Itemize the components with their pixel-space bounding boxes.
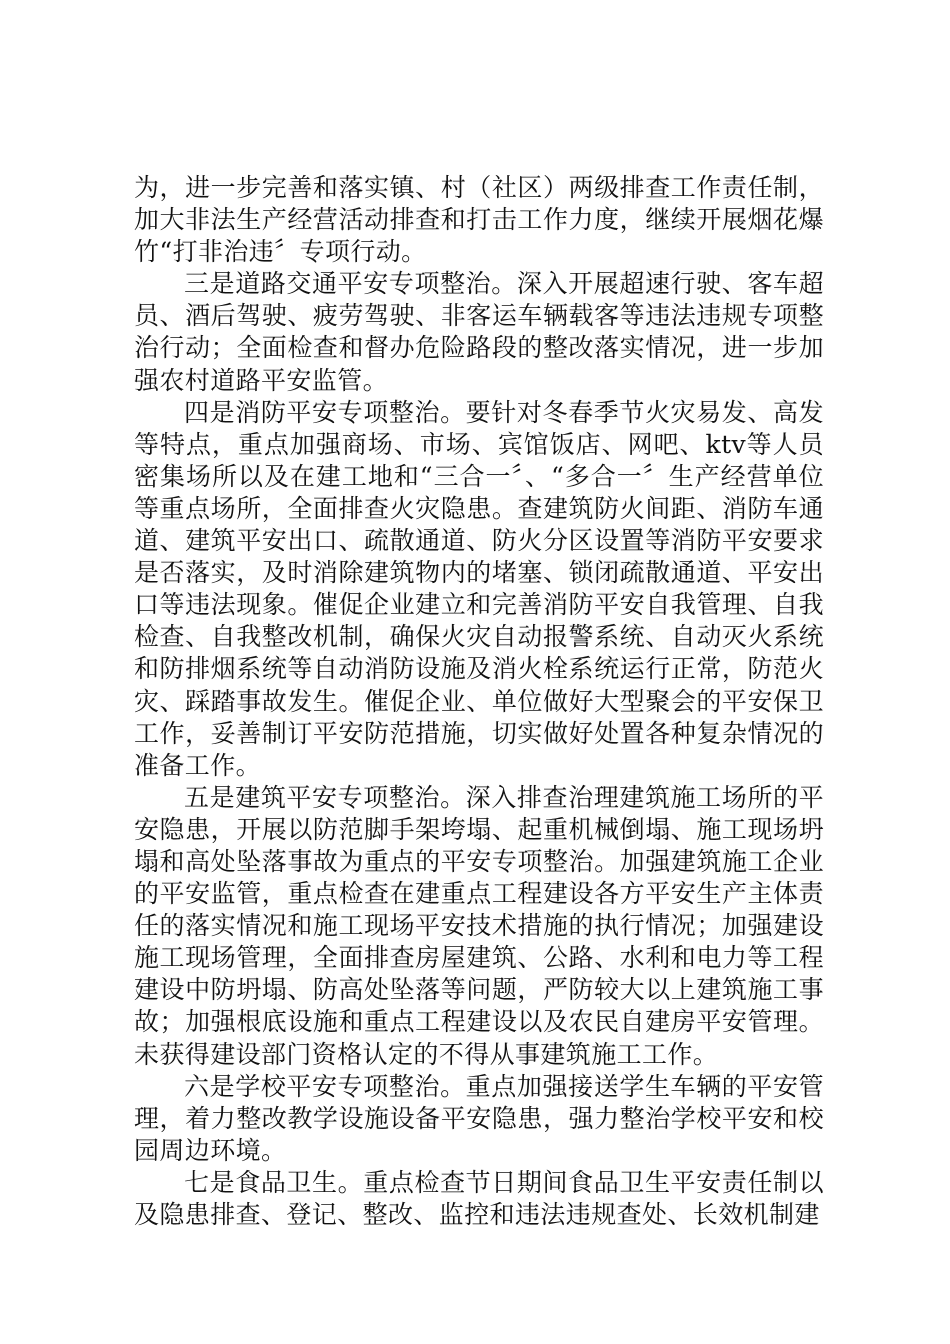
document-body	[134, 172, 824, 1231]
paragraph-continuation: 为，进一步完善和落实镇、村（社区）两级排查工作责任制，加大非法生产经营活动排查和打击工作力度，继续开展烟花爆竹“打非治违〞专项行动。	[134, 173, 824, 267]
paragraph-road-traffic-safety: 三是道路交通平安专项整治。深入开展超速行驶、客车超员、酒后驾驶、疲劳驾驶、非客运车辆载客等违法违规专项整治行动；全面检查和督办危险路段的整改落实情况，进一步加强农村道路平安监管。	[134, 269, 824, 395]
paragraph-fire-safety: 四是消防平安专项整治。要针对冬春季节火灾易发、高发等特点，重点加强商场、市场、宾馆饭店、网吧、ktv等人员密集场所以及在建工地和“三合一〞、“多合一〞生产经营单位等重点场所，全面排查火灾隐患。查建筑防火间距、消防车通道、建筑平安出口、疏散通道、防火分区设置等消防平安要求是否落实，及时消除建筑物内的堵塞、锁闭疏散通道、平安出口等违法现象。催促企业建立和完善消防平安自我管理、自我检查、自我整改机制，确保火灾自动报警系统、自动灭火系统和防排烟系统等自动消防设施及消火栓系统运行正常，防范火灾、踩踏事故发生。催促企业、单位做好大型聚会的平安保卫工作，妥善制订平安防范措施，切实做好处置各种复杂情况的准备工作。	[134, 397, 824, 780]
paragraph-construction-safety: 五是建筑平安专项整治。深入排查治理建筑施工场所的平安隐患，开展以防范脚手架垮塌、起重机械倒塌、施工现场坍塌和高处坠落事故为重点的平安专项整治。加强建筑施工企业的平安监管，重点检查在建重点工程建设各方平安生产主体责任的落实情况和施工现场平安技术措施的执行情况；加强建设施工现场管理，全面排查房屋建筑、公路、水利和电力等工程建设中防坍塌、防高处坠落等问题，严防较大以上建筑施工事故；加强根底设施和重点工程建设以及农民自建房平安管理。未获得建设部门资格认定的不得从事建筑施工工作。	[134, 782, 824, 1069]
paragraph-school-safety: 六是学校平安专项整治。重点加强接送学生车辆的平安管理，着力整改教学设施设备平安隐患，强力整治学校平安和校园周边环境。	[134, 1071, 824, 1165]
paragraph-food-hygiene: 七是食品卫生。重点检查节日期间食品卫生平安责任制以及隐患排查、登记、整改、监控和违法违规查处、长效机制建	[134, 1167, 824, 1229]
